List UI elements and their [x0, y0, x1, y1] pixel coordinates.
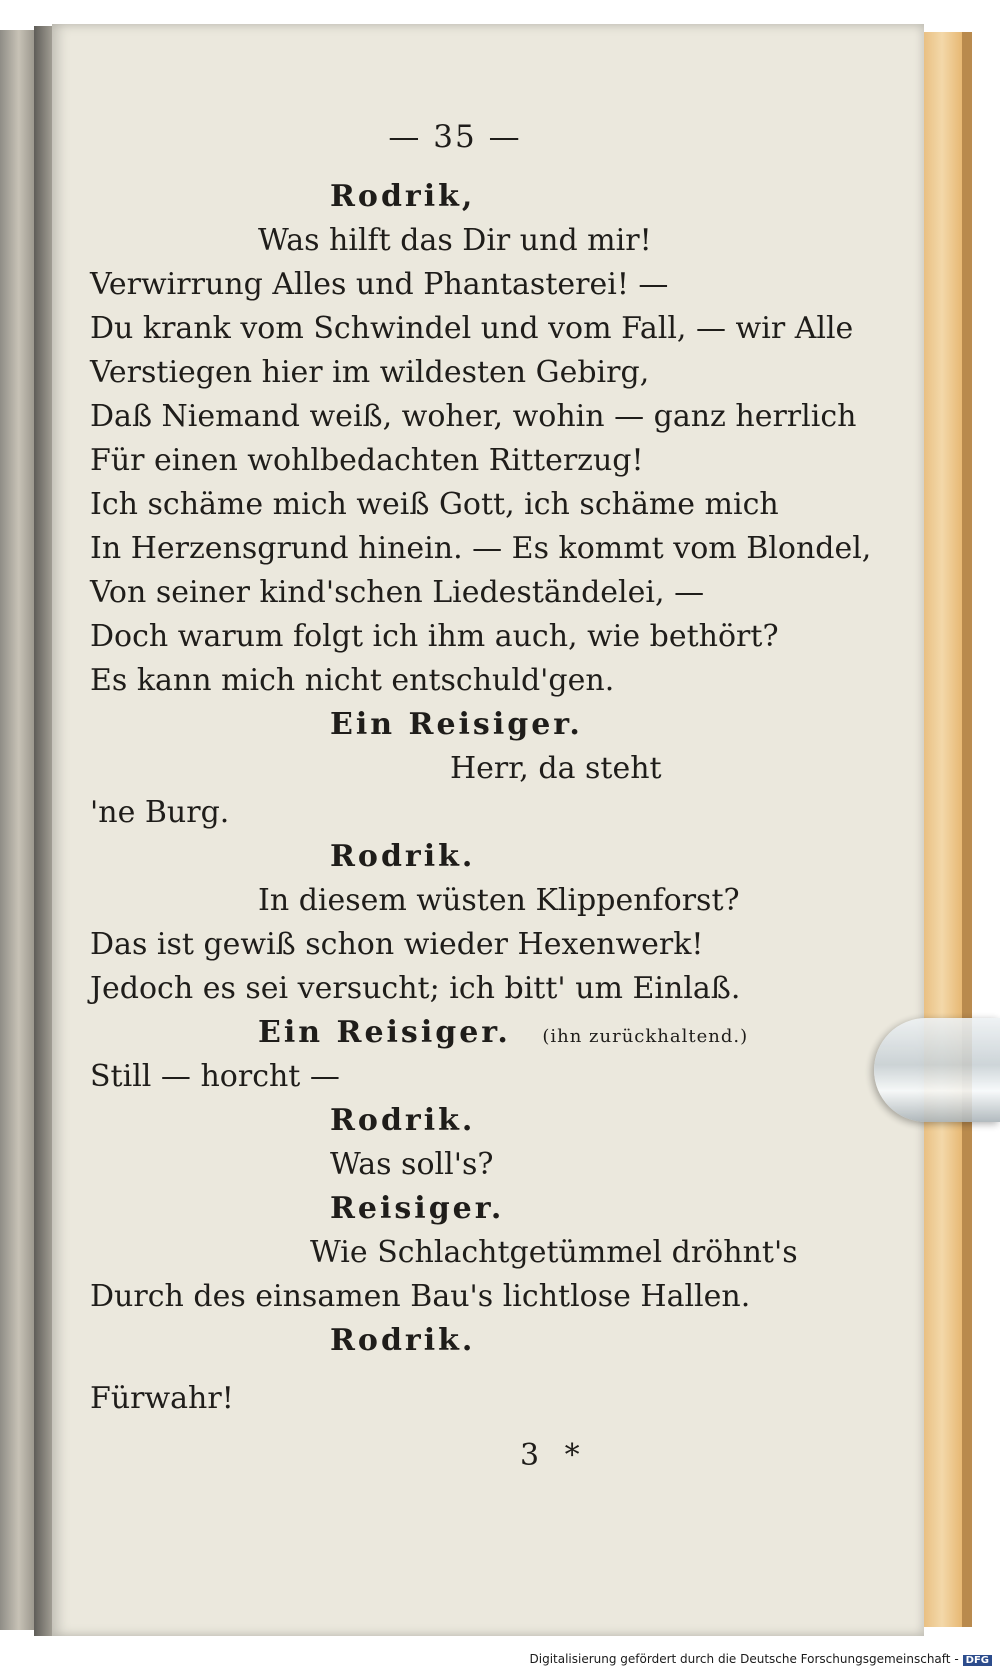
verse-line: Herr, da steht [450, 751, 662, 786]
verse-line: Still — horcht — [90, 1059, 340, 1094]
left-page-edge [0, 30, 34, 1630]
cover-edge [962, 32, 972, 1627]
credit-text: Digitalisierung gefördert durch die Deutsche Forschungsgemeinschaft - [529, 1652, 959, 1666]
verse-line: Was soll's? [330, 1147, 494, 1182]
page-number: — 35 — [388, 119, 522, 155]
verse-line: Verstiegen hier im wildesten Gebirg, [90, 355, 650, 390]
verse-line: Verwirrung Alles und Phantasterei! — [90, 267, 669, 302]
speaker-name: Rodrik. [330, 1103, 476, 1138]
verse-line: Wie Schlachtgetümmel dröhnt's [310, 1235, 798, 1270]
book-gutter [34, 26, 54, 1636]
page-stack-edge [924, 32, 964, 1627]
verse-line: Das ist gewiß schon wieder Hexenwerk! [90, 927, 704, 962]
page-text [90, 115, 872, 1421]
verse-line: Von seiner kind'schen Liedeständelei, — [90, 575, 705, 610]
verse-line: Für einen wohlbedachten Ritterzug! [90, 443, 644, 478]
verse-line: Durch des einsamen Bau's lichtlose Hallen. [90, 1279, 751, 1314]
verse-line: Daß Niemand weiß, woher, wohin — ganz herrlich [90, 399, 857, 434]
verse-line: Es kann mich nicht entschuld'gen. [90, 663, 615, 698]
signature-mark: 3 * [520, 1438, 588, 1473]
page-clip [874, 1018, 1000, 1122]
verse-line: Du krank vom Schwindel und vom Fall, — wir Alle [90, 311, 854, 346]
speaker-name: Ein Reisiger. [330, 707, 583, 742]
verse-line: Jedoch es sei versucht; ich bitt' um Einlaß. [90, 971, 741, 1006]
verse-line: In Herzensgrund hinein. — Es kommt vom Blondel, [90, 531, 872, 566]
speaker-name: Rodrik. [330, 839, 476, 874]
digitization-credit [530, 1652, 993, 1666]
dfg-logo: DFG [963, 1655, 992, 1666]
speaker-name: Reisiger. [330, 1191, 505, 1226]
verse-line: Was hilft das Dir und mir! [258, 223, 652, 258]
verse-line: In diesem wüsten Klippenforst? [258, 883, 740, 918]
stage-direction: (ihn zurückhaltend.) [542, 1026, 749, 1047]
verse-line: Fürwahr! [90, 1381, 234, 1416]
speaker-name: Rodrik. [330, 1323, 476, 1358]
verse-line: Doch warum folgt ich ihm auch, wie bethört? [90, 619, 779, 654]
speaker-name: Ein Reisiger. [258, 1015, 511, 1050]
speaker-line [90, 1011, 800, 1055]
verse-line: Ich schäme mich weiß Gott, ich schäme mich [90, 487, 779, 522]
verse-line: 'ne Burg. [90, 795, 230, 830]
speaker-name: Rodrik, [330, 179, 476, 214]
